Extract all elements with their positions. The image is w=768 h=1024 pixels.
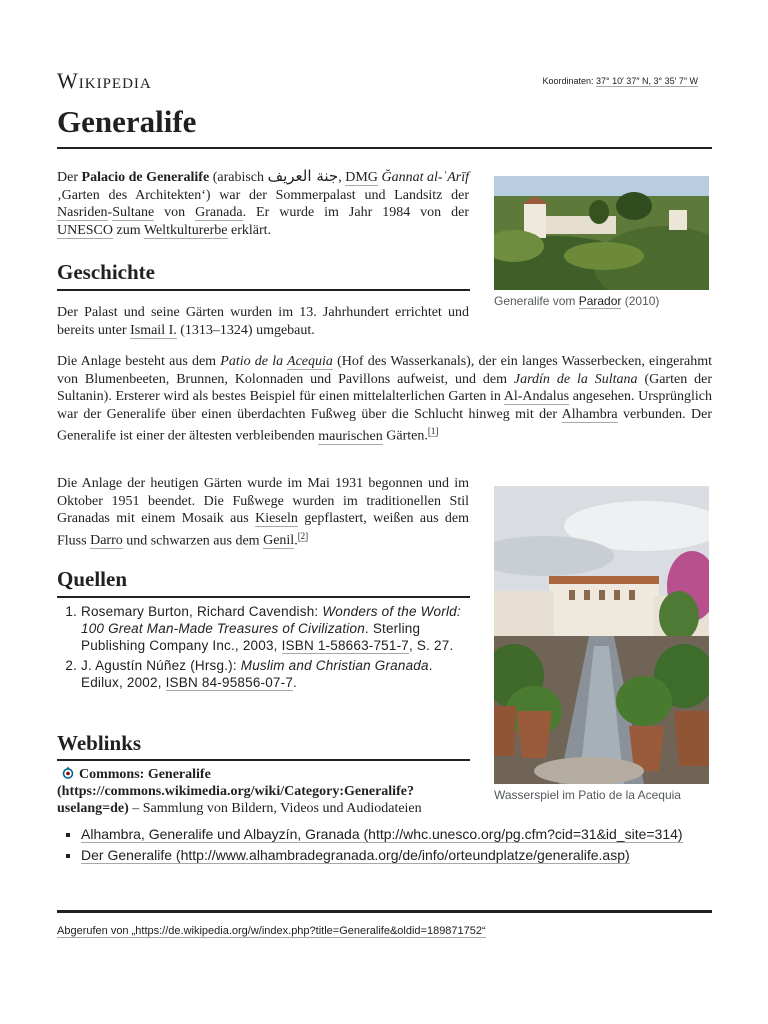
link-granada[interactable]: Granada [195,205,243,221]
text: . Edilux, 2002, [81,658,433,690]
heading-weblinks: Weblinks [57,731,142,755]
text: – Sammlung von Bildern, Videos und Audiodateien [128,801,422,816]
commons-link-block [57,766,469,817]
figure-generalife-view [494,176,709,308]
text: - [107,205,113,221]
text: . [294,533,298,549]
arabic-name: جنة العريف [267,167,339,185]
text: . Sterling Publishing Company Inc., 2003, [81,621,421,653]
link-al-andalus[interactable]: Al-Andalus [503,389,570,405]
link-ismail[interactable]: Ismail I. [130,322,177,338]
wikipedia-logo[interactable]: Wikipedia [57,68,152,93]
reference-1[interactable]: [1] [427,426,439,437]
link-genil[interactable]: Genil [263,533,295,549]
heading-quellen: Quellen [57,567,128,591]
link-maurischen[interactable]: maurischen [318,429,383,445]
caption-text: Generalife vom [494,294,579,308]
paragraph-history-1 [57,304,469,339]
figure-patio-acequia [494,486,709,802]
text: (Hof des Wasserkanals), der ein langes Wasserbecken, eingerahmt von Blumenbeeten, Brunnen, Kolonnaden und Pavillons aufweist, und dem [57,354,712,387]
text: Der [57,170,82,185]
link-kieseln[interactable]: Kieseln [255,511,298,527]
link-alhambra[interactable]: Alhambra [561,406,618,422]
text: (1313–1324) umgebaut. [176,322,315,338]
caption-text: (2010) [621,294,660,308]
italic-term: Jardín de la Sultana [513,371,638,387]
coordinates-label: Koordinaten: [542,76,594,86]
figure-caption [494,294,709,308]
references-list [57,603,469,694]
link-isbn[interactable]: ISBN 84-95856-07-7 [165,675,294,690]
text: , [338,170,346,185]
transliteration: Ğannat al-ʿArīf [381,170,469,185]
link-weltkulturerbe[interactable]: Weltkulturerbe [143,222,228,238]
link-acequia[interactable]: Acequia [287,354,333,369]
coordinates-link[interactable]: 37° 10′ 37″ N, 3° 35′ 7″ W [596,76,698,86]
text: zum [113,222,144,238]
weblink-item [81,826,712,843]
photo-generalife-from-parador[interactable] [494,176,709,290]
text: J. Agustín Núñez (Hrsg.): [81,658,241,673]
reference-2[interactable]: [2] [297,530,309,541]
reference-item [81,603,469,654]
link-commons[interactable]: Commons: Generalife (https://commons.wikimedia.org/wiki/Category:Generalife?uselang=de) [57,767,414,816]
text: Gärten. [382,429,428,445]
text: (arabisch [209,170,268,185]
text: ‚Garten des Architekten‘) war der Sommerpalast und Landsitz der [57,187,469,203]
text: verbunden. Der Generalife ist einer der ältesten verbleibenden [57,406,712,445]
link-sultane[interactable]: Sultane [112,205,155,221]
italic-term: Patio de la [220,354,288,369]
text: erklärt. [227,222,272,238]
weblinks-list [57,826,712,868]
article-subject: Palacio de Generalife [81,170,210,185]
text: von [154,205,196,221]
wikimedia-commons-icon [61,766,75,780]
link-alhambradegranada[interactable]: Der Generalife (http://www.alhambradegranada.org/de/info/orteundplatze/generalife.asp) [81,847,630,863]
text: angesehen. Ursprünglich war der Generalife über einen überdachten Fußweg über die Schlucht hinweg mit der [57,389,712,422]
book-title: Muslim and Christian Granada [240,658,429,673]
heading-geschichte: Geschichte [57,260,155,284]
section-divider [57,759,470,761]
paragraph-history-2 [57,353,712,446]
text: . Er wurde im Jahr 1984 von der [242,205,470,221]
paragraph-history-3 [57,475,469,550]
link-nasriden[interactable]: Nasriden [57,205,108,221]
reference-item [81,657,469,691]
link-parador[interactable]: Parador [578,294,622,308]
text: , S. 27. [409,638,454,653]
link-darro[interactable]: Darro [90,533,123,549]
book-title: Wonders of the World: 100 Great Man-Made Treasures of Civilization [81,604,461,636]
figure-caption: Wasserspiel im Patio de la Acequia [494,788,681,802]
intro-paragraph [57,168,469,239]
section-divider [57,596,470,598]
text: Die Anlage der heutigen Gärten wurde im Mai 1931 begonnen und im Oktober 1951 beendet. Die Fußwege wurden im traditionellen Stil Granadas mit einem Mosaik aus [57,476,469,527]
text: Rosemary Burton, Richard Cavendish: [81,604,323,619]
text: gepflastert, weißen aus dem Fluss [57,511,469,549]
text: und schwarzen aus dem [122,533,264,549]
section-divider [57,289,470,291]
page-title: Generalife [57,104,197,139]
title-divider [57,147,712,149]
footer-divider [57,910,712,913]
weblink-item [81,847,712,864]
link-dmg[interactable]: DMG [345,170,378,185]
coordinates [542,76,698,86]
retrieved-url[interactable]: Abgerufen von „https://de.wikipedia.org/w/index.php?title=Generalife&oldid=189871752“ [57,925,486,937]
photo-patio-de-la-acequia[interactable] [494,486,709,784]
link-isbn[interactable]: ISBN 1-58663-751-7 [281,638,410,653]
text: . [293,675,297,690]
text: Die Anlage besteht aus dem [57,354,221,369]
retrieved-from [57,925,486,937]
text: Der Palast und seine Gärten wurden im 13. Jahrhundert errichtet und bereits unter [57,305,469,338]
link-unesco[interactable]: UNESCO [57,222,114,238]
link-whc-unesco[interactable]: Alhambra, Generalife und Albayzín, Granada (http://whc.unesco.org/pg.cfm?cid=31&id_site=314) [81,826,683,842]
text: (Garten der Sultanin). Ersterer wird als bestes Beispiel für einen mittelalterlichen Garten in [57,371,712,405]
